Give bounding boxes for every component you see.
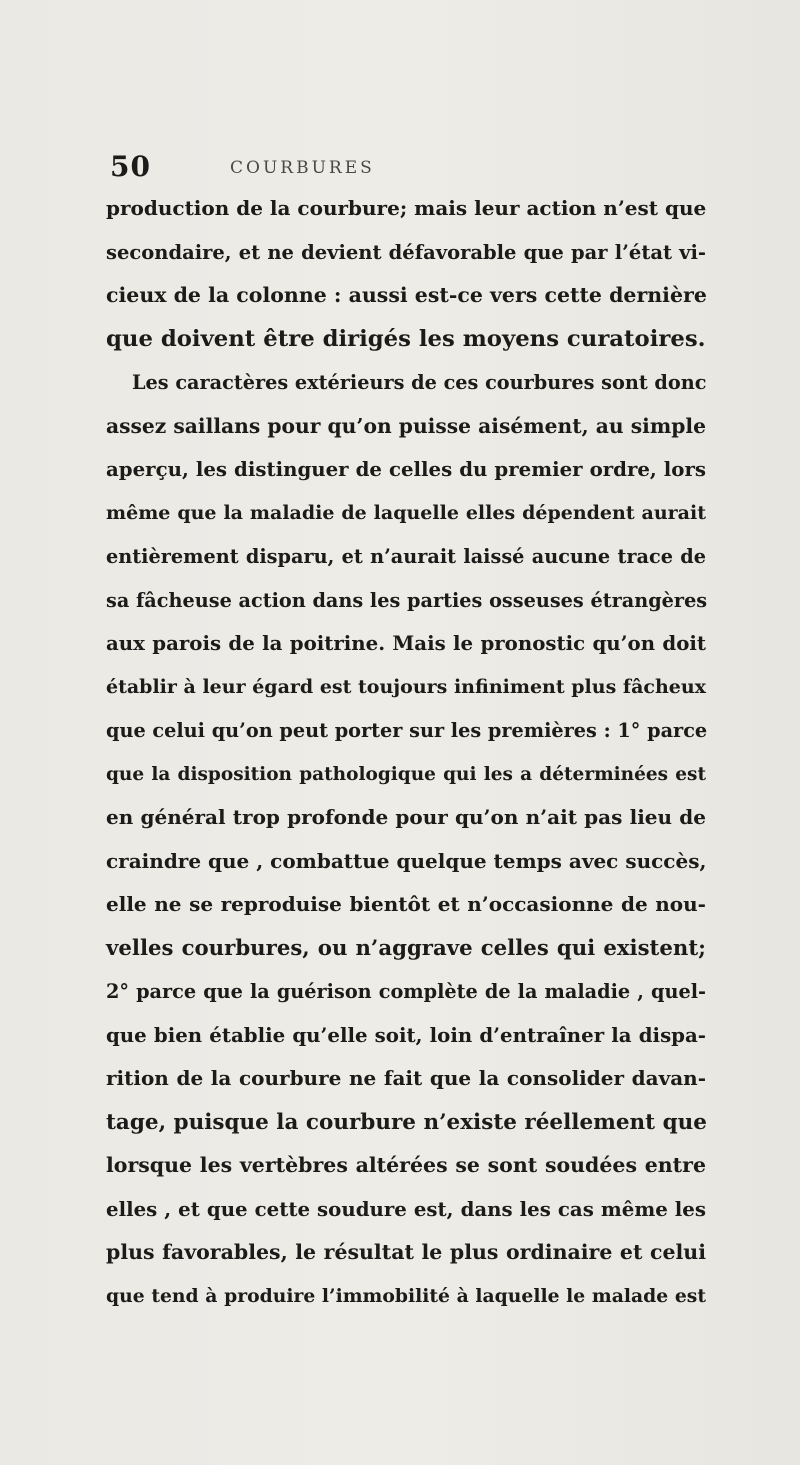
text-line: aperçu, les distinguer de celles du premier ordre, lors bbox=[106, 457, 706, 481]
text-line: elle ne se reproduise bientôt et n’occasionne de nou- bbox=[106, 892, 706, 916]
running-title: COURBURES bbox=[230, 158, 375, 178]
text-line: elles , et que cette soudure est, dans les cas même les bbox=[106, 1196, 706, 1221]
text-line: 2° parce que la guérison complète de la maladie , quel- bbox=[106, 980, 706, 1003]
text-line: en général trop profonde pour qu’on n’ait pas lieu de bbox=[106, 805, 706, 829]
text-line: entièrement disparu, et n’aurait laissé aucune trace de bbox=[106, 545, 706, 568]
text-line: aux parois de la poitrine. Mais le pronostic qu’on doit bbox=[106, 631, 706, 655]
text-line: rition de la courbure ne fait que la consolider davan- bbox=[106, 1066, 706, 1090]
text-line: sa fâcheuse action dans les parties osseuses étrangères bbox=[106, 588, 708, 612]
running-head bbox=[110, 150, 710, 190]
text-line: secondaire, et ne devient défavorable que par l’état vi- bbox=[106, 240, 706, 264]
text-line: Les caractères extérieurs de ces courbures sont donc bbox=[132, 371, 707, 394]
text-line: établir à leur égard est toujours infiniment plus fâcheux bbox=[106, 675, 706, 698]
text-line: même que la maladie de laquelle elles dépendent aurait bbox=[106, 501, 706, 524]
text-line: tage, puisque la courbure n’existe réellement que bbox=[106, 1109, 707, 1135]
text-line: que la disposition pathologique qui les a déterminées est bbox=[106, 763, 706, 785]
text-line: cieux de la colonne : aussi est-ce vers cette dernière bbox=[106, 283, 707, 307]
text-line: que tend à produire l’immobilité à laquelle le malade est bbox=[106, 1284, 706, 1307]
text-line: que doivent être dirigés les moyens curatoires. bbox=[106, 325, 706, 352]
page-number: 50 bbox=[110, 150, 151, 183]
body-text bbox=[106, 187, 706, 1318]
text-line: production de la courbure; mais leur action n’est que bbox=[106, 196, 707, 220]
text-line: craindre que , combattue quelque temps avec succès, bbox=[106, 848, 707, 873]
text-line: assez saillans pour qu’on puisse aisément, au simple bbox=[106, 413, 706, 438]
text-line: velles courbures, ou n’aggrave celles qui existent; bbox=[106, 935, 706, 961]
text-line: plus favorables, le résultat le plus ordinaire et celui bbox=[106, 1240, 706, 1264]
text-line: que bien établie qu’elle soit, loin d’entraîner la dispa- bbox=[106, 1022, 706, 1047]
text-line: que celui qu’on peut porter sur les premières : 1° parce bbox=[106, 719, 708, 742]
text-line: lorsque les vertèbres altérées se sont soudées entre bbox=[106, 1153, 706, 1177]
